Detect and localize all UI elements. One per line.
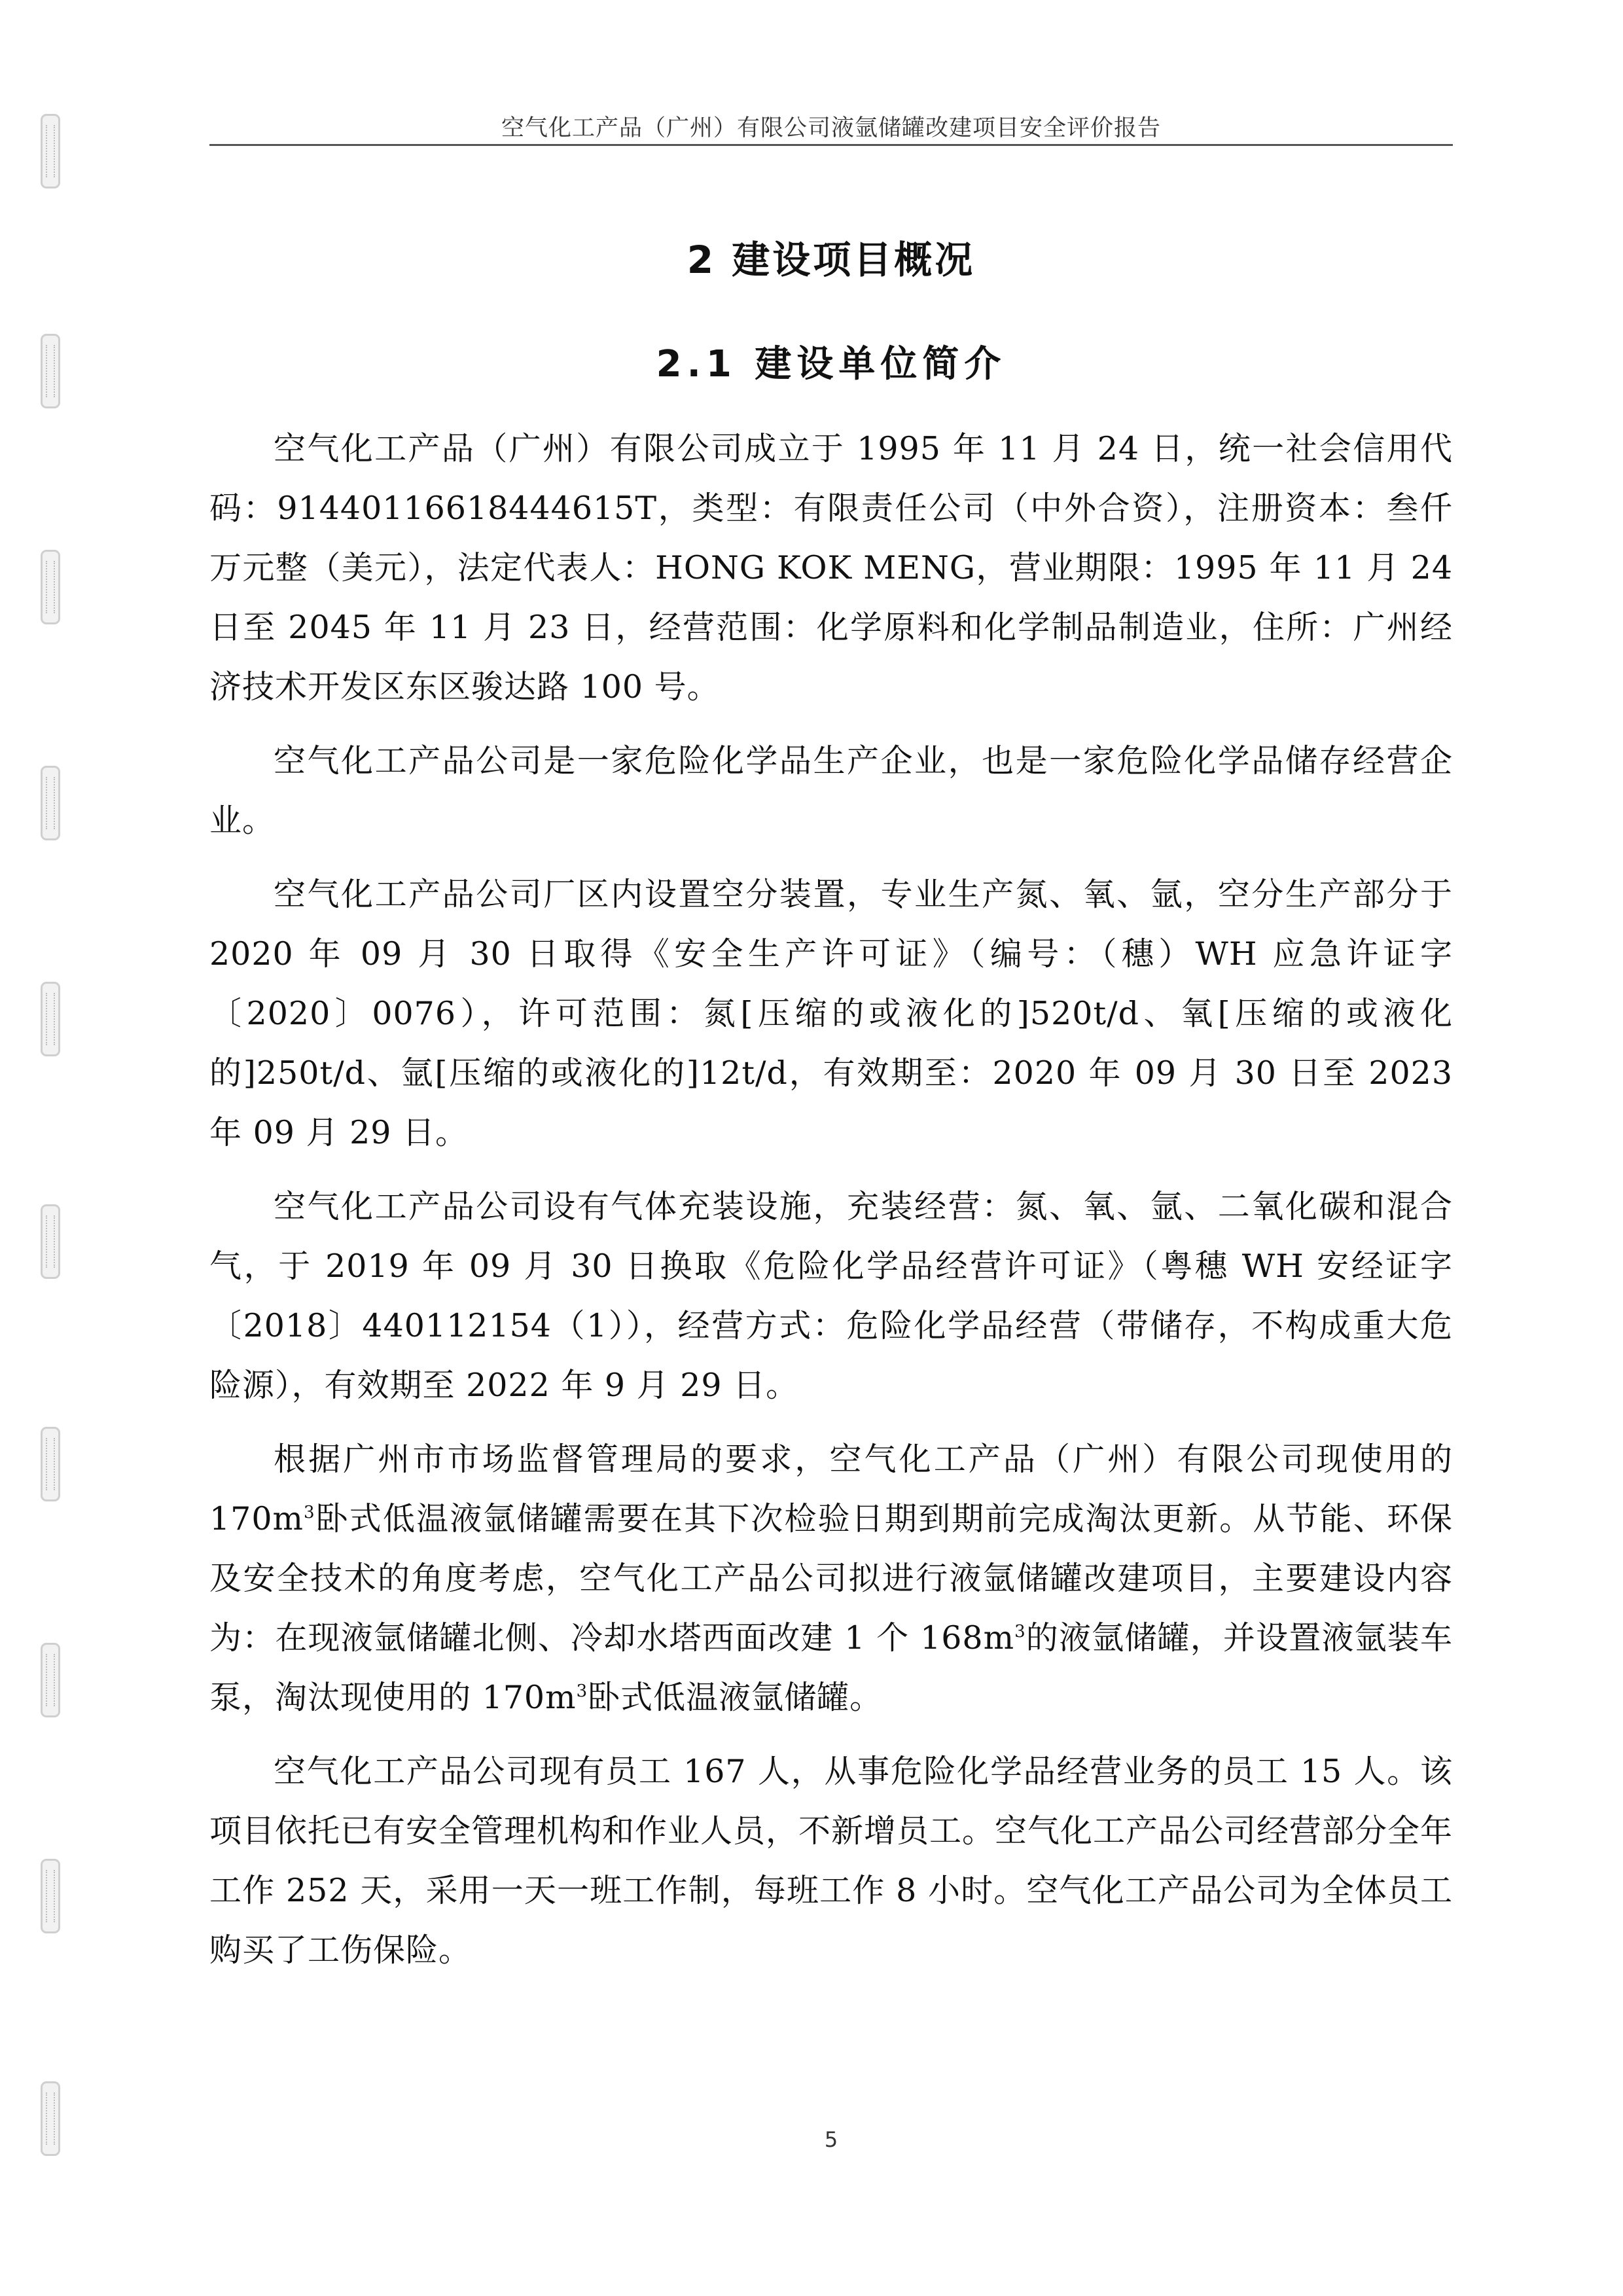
project-scope-text-4: 卧式低温液氩储罐。 — [588, 1679, 883, 1716]
chapter-title: 2 建设项目概况 — [687, 238, 976, 282]
binding-hole-mark — [41, 1643, 60, 1717]
binding-hole-mark — [41, 114, 60, 188]
body-text — [209, 419, 1453, 1994]
paragraph-enterprise-type: 空气化工产品公司是一家危险化学品生产企业，也是一家危险化学品储存经营企业。 — [209, 742, 1453, 839]
header-rule — [209, 144, 1453, 146]
binding-hole-mark — [41, 766, 60, 840]
project-scope-text-2: 卧式低温液氩储罐需要在其下次检验日期到期前完成淘汰更新。从节能、环保及安全技术的角度考虑，空气化工产品公司拟进行液氩储罐改建项目，主要建设内容为：在现液氩储罐北侧、冷却水塔西面改建 1 个 168m — [209, 1500, 1453, 1657]
binding-hole-mark — [41, 982, 60, 1056]
paragraph-operation-license: 空气化工产品公司设有气体充装设施，充装经营：氮、氧、氩、二氧化碳和混合气，于 2019 年 09 月 30 日换取《危险化学品经营许可证》（粤穗 WH 安经证字〔2018〕440112154（1）），经营方式：危险化学品经营（带储存，不构成重大危险源），有效期至 2022 年 9 月 29 日。 — [209, 1188, 1453, 1404]
superscript-cubic: 3 — [304, 1503, 315, 1522]
paragraph-company-info: 空气化工产品（广州）有限公司成立于 1995 年 11 月 24 日，统一社会信用代码：91440116618444615T，类型：有限责任公司（中外合资），注册资本：叁仟万元整（美元），法定代表人：HONG KOK MENG，营业期限：1995 年 11 月 24 日至 2045 年 11 月 23 日，经营范围：化学原料和化学制品制造业，住所：广州经济技术开发区东区骏达路 100 号。 — [209, 430, 1453, 706]
binding-hole-mark — [41, 1204, 60, 1279]
section-title: 2.1 建设单位简介 — [656, 343, 1007, 386]
page-number: 5 — [824, 2127, 838, 2152]
project-scope-text-3: 的液氩储罐，并设置液氩装车泵，淘汰现使用的 170m — [209, 1619, 1453, 1716]
binding-hole-mark — [41, 1859, 60, 1933]
paragraph-project-scope — [209, 1429, 1453, 1727]
binding-hole-mark — [41, 550, 60, 624]
superscript-cubic: 3 — [576, 1681, 588, 1701]
binding-hole-mark — [41, 334, 60, 408]
paragraph-production-license: 空气化工产品公司厂区内设置空分装置，专业生产氮、氧、氩，空分生产部分于 2020 年 09 月 30 日取得《安全生产许可证》（编号：（穗）WH 应急许证字〔2020〕0076），许可范围：氮[压缩的或液化的]520t/d、氧[压缩的或液化的]250t/d、氩[压缩的或液化的]12t/d，有效期至：2020 年 09 月 30 日至 2023 年 09 月 29 日。 — [209, 876, 1453, 1151]
binding-hole-mark — [41, 2081, 60, 2156]
project-scope-text-1: 根据广州市市场监督管理局的要求，空气化工产品（广州）有限公司现使用的 170m — [209, 1441, 1453, 1537]
binding-hole-mark — [41, 1427, 60, 1501]
superscript-cubic: 3 — [1014, 1622, 1026, 1641]
paragraph-staffing: 空气化工产品公司现有员工 167 人，从事危险化学品经营业务的员工 15 人。该项目依托已有安全管理机构和作业人员，不新增员工。空气化工产品公司经营部分全年工作 252 天，采用一天一班工作制，每班工作 8 小时。空气化工产品公司为全体员工购买了工伤保险。 — [209, 1753, 1454, 1969]
running-header: 空气化工产品（广州）有限公司液氩储罐改建项目安全评价报告 — [501, 115, 1161, 141]
